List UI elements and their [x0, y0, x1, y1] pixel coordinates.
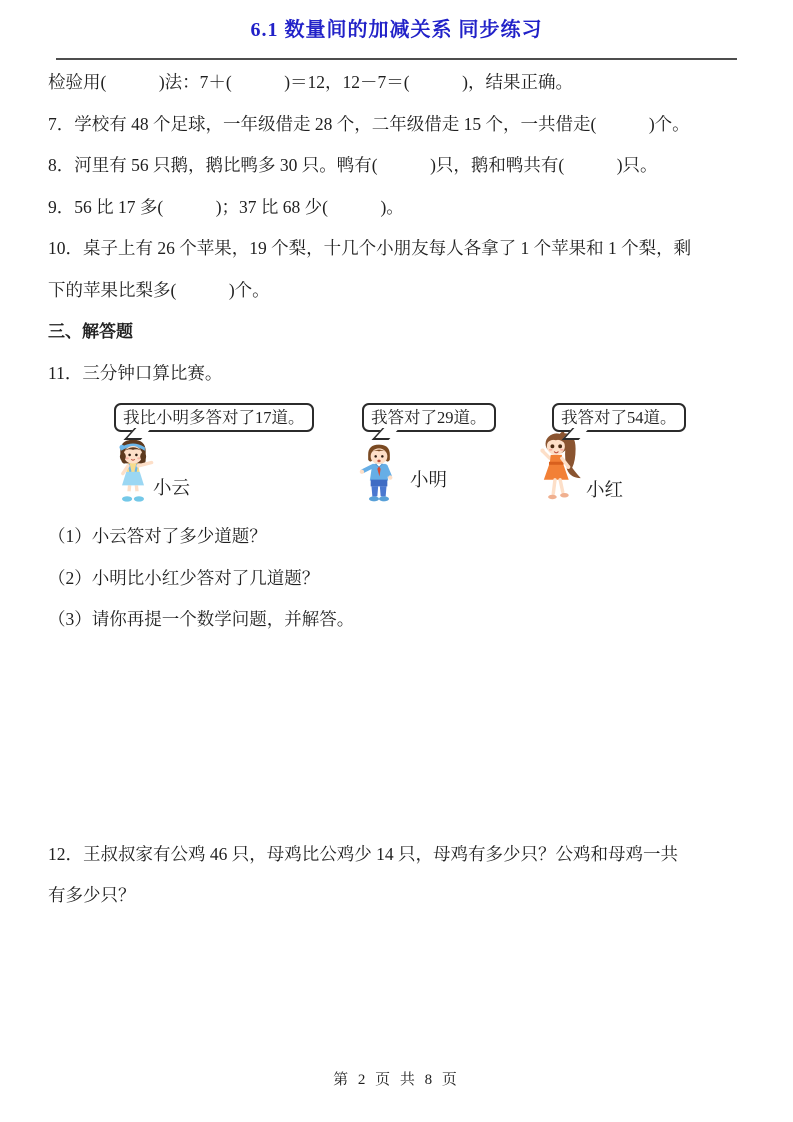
question-10-line1: 10．桌子上有 26 个苹果，19 个梨，十几个小朋友每人各拿了 1 个苹果和 1 个梨，剩: [48, 238, 692, 258]
question-11-sub3: （3）请你再提一个数学问题，并解答。: [48, 609, 355, 629]
girl-xiaoyun-illustration: [110, 438, 156, 504]
question-9: 9．56 比 17 多( )；37 比 68 少( )。: [48, 196, 404, 217]
problem11-illustration: [48, 398, 745, 516]
question-7: 7．学校有 48 个足球，一年级借走 28 个，二年级借走 15 个，一共借走( )个。: [48, 113, 690, 134]
question-11-stem: 11．三分钟口算比赛。: [48, 362, 223, 383]
boy-xiaoming-illustration: [358, 443, 400, 503]
section-3-heading: 三、解答题: [48, 322, 133, 341]
question-10-line2: 下的苹果比梨多( )个。: [48, 279, 270, 300]
question-12-line2: 有多少只？: [48, 885, 136, 905]
speech-bubble-xiaohong: 我答对了54道。: [552, 403, 686, 432]
question-11-sub2: （2）小明比小红少答对了几道题？: [48, 567, 320, 588]
character-name-xiaoyun: 小云: [153, 479, 191, 499]
question-12-line1: 12．王叔叔家有公鸡 46 只，母鸡比公鸡少 14 只，母鸡有多少只？公鸡和母鸡一共: [48, 843, 678, 864]
page-title: 6.1 数量间的加减关系 同步练习: [250, 19, 543, 41]
speech-bubble-xiaoming: 我答对了29道。: [362, 403, 496, 432]
speech-bubble-xiaoyun: 我比小明多答对了17道。: [114, 403, 314, 432]
page-footer: 第 2 页 共 8 页: [333, 1072, 460, 1088]
character-name-xiaoming: 小明: [410, 471, 448, 491]
question-11-sub1: （1）小云答对了多少道题？: [48, 526, 267, 546]
character-name-xiaohong: 小红: [586, 481, 624, 501]
girl-xiaohong-illustration: [536, 430, 586, 509]
question-8: 8．河里有 56 只鹅，鹅比鸭多 30 只。鸭有( )只，鹅和鸭共有( )只。: [48, 155, 658, 175]
check-statement: 检验用( )法：7＋( )＝12，12－7＝( )，结果正确。: [48, 72, 573, 92]
worksheet-content: [0, 60, 793, 917]
